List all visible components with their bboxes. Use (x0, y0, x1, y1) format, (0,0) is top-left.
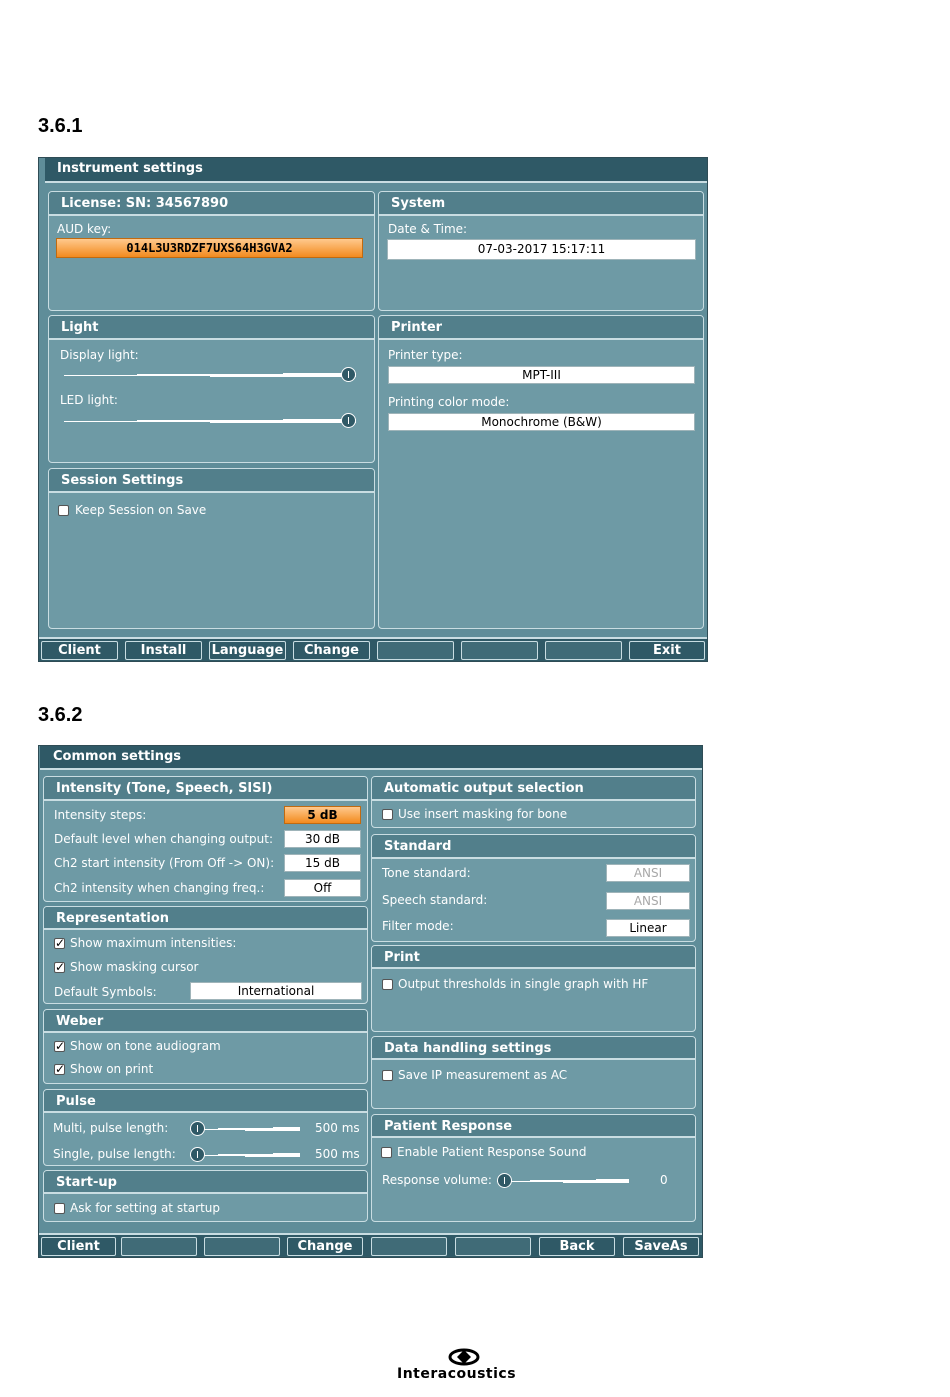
single-pulse-length-label: Single, pulse length: (53, 1147, 176, 1161)
representation-panel (43, 906, 368, 1004)
interacoustics-logo-icon (447, 1348, 481, 1366)
logo-wordmark: Interacoustics (397, 1366, 517, 1382)
weber-heading: Weber (44, 1010, 367, 1033)
printing-color-mode-field[interactable]: Monochrome (B&W) (388, 413, 695, 431)
response-volume-label: Response volume: (382, 1173, 492, 1187)
show-on-print-checkbox[interactable] (54, 1064, 65, 1075)
client-button[interactable]: Client (41, 641, 118, 660)
show-max-intensities-checkbox[interactable] (54, 938, 65, 949)
slider-track-segment (245, 1128, 273, 1131)
empty-button-3[interactable] (204, 1237, 280, 1256)
slider-track-segment (218, 1154, 246, 1156)
print-panel (371, 945, 696, 1032)
slider-track-segment (596, 1179, 629, 1183)
slider-track-segment (245, 1154, 273, 1157)
show-max-intensities-label: Show maximum intensities: (70, 936, 237, 950)
light-heading: Light (49, 316, 374, 340)
display-light-label: Display light: (60, 348, 139, 362)
change-button[interactable]: Change (293, 641, 370, 660)
slider-track-segment (530, 1180, 563, 1182)
representation-heading: Representation (44, 907, 367, 930)
single-pulse-length-slider[interactable] (190, 1153, 300, 1157)
response-volume-slider[interactable] (497, 1179, 629, 1183)
automatic-output-panel (371, 776, 696, 828)
printer-type-label: Printer type: (388, 348, 463, 362)
printer-type-field[interactable]: MPT-III (388, 366, 695, 384)
common-settings-screen (38, 745, 703, 1258)
default-level-field[interactable]: 30 dB (284, 830, 361, 848)
insert-masking-bone-label: Use insert masking for bone (398, 807, 568, 821)
printing-color-mode-label: Printing color mode: (388, 395, 510, 409)
patient-response-heading: Patient Response (372, 1115, 695, 1138)
ch2-start-intensity-label: Ch2 start intensity (From Off -> ON): (54, 856, 275, 870)
save-ip-measurement-checkbox[interactable] (382, 1070, 393, 1081)
session-settings-panel (48, 468, 375, 629)
slider-track-segment (563, 1180, 596, 1183)
filter-mode-field[interactable]: Linear (606, 919, 690, 937)
license-heading: License: SN: 34567890 (49, 192, 374, 216)
multi-pulse-slider-thumb[interactable] (190, 1121, 205, 1136)
default-symbols-field[interactable]: International (190, 982, 362, 1000)
response-volume-slider-thumb[interactable] (497, 1173, 512, 1188)
show-on-tone-audiogram-label: Show on tone audiogram (70, 1039, 221, 1053)
print-heading: Print (372, 946, 695, 969)
enable-response-sound-checkbox[interactable] (381, 1147, 392, 1158)
single-pulse-length-value: 500 ms (315, 1147, 360, 1161)
light-panel (48, 315, 375, 463)
standard-panel (371, 834, 696, 942)
aud-key-label: AUD key: (57, 222, 112, 236)
response-volume-value: 0 (660, 1173, 668, 1187)
default-level-label: Default level when changing output: (54, 832, 274, 846)
window-title: Instrument settings (45, 158, 707, 183)
slider-track-segment (218, 1128, 246, 1130)
automatic-output-heading: Automatic output selection (372, 777, 695, 801)
printer-heading: Printer (379, 316, 703, 340)
empty-button-5[interactable] (371, 1237, 447, 1256)
section-number-3-6-1: 3.6.1 (38, 115, 83, 137)
filter-mode-label: Filter mode: (382, 919, 454, 933)
slider-track-segment (64, 375, 137, 376)
pulse-panel (43, 1089, 368, 1166)
function-bar (39, 637, 707, 661)
slider-track-segment (137, 374, 210, 376)
standard-heading: Standard (372, 835, 695, 859)
speech-standard-label: Speech standard: (382, 893, 488, 907)
multi-pulse-length-label: Multi, pulse length: (53, 1121, 169, 1135)
weber-panel (43, 1009, 368, 1084)
back-button[interactable]: Back (539, 1237, 615, 1256)
show-on-print-label: Show on print (70, 1062, 154, 1076)
empty-button-2[interactable] (121, 1237, 197, 1256)
ask-setting-startup-checkbox[interactable] (54, 1203, 65, 1214)
startup-panel (43, 1170, 368, 1222)
multi-pulse-length-value: 500 ms (315, 1121, 360, 1135)
display-light-slider-thumb[interactable] (341, 367, 356, 382)
ch2-intensity-freq-label: Ch2 intensity when changing freq.: (54, 881, 265, 895)
slider-track-segment (64, 421, 137, 422)
show-masking-cursor-label: Show masking cursor (70, 960, 199, 974)
system-heading: System (379, 192, 703, 216)
session-settings-heading: Session Settings (49, 469, 374, 493)
license-panel (48, 191, 375, 311)
slider-track-segment (137, 420, 210, 422)
window-title: Common settings (40, 746, 702, 770)
led-light-slider[interactable] (64, 419, 356, 423)
slider-track-segment (273, 1153, 301, 1157)
led-light-slider-thumb[interactable] (341, 413, 356, 428)
slider-track-segment (273, 1127, 301, 1131)
show-on-tone-audiogram-checkbox[interactable] (54, 1041, 65, 1052)
show-masking-cursor-checkbox[interactable] (54, 962, 65, 973)
empty-button-6[interactable] (455, 1237, 531, 1256)
printer-panel (378, 315, 704, 629)
tone-standard-label: Tone standard: (382, 866, 471, 880)
change-button[interactable]: Change (287, 1237, 363, 1256)
install-button[interactable]: Install (125, 641, 202, 660)
led-light-label: LED light: (60, 393, 118, 407)
insert-masking-bone-checkbox[interactable] (382, 809, 393, 820)
ch2-intensity-freq-field[interactable]: Off (284, 879, 361, 897)
saveas-button[interactable]: SaveAs (623, 1237, 699, 1256)
intensity-panel (43, 776, 368, 902)
slider-track-segment (210, 374, 283, 377)
startup-heading: Start-up (44, 1171, 367, 1194)
instrument-settings-screen (38, 157, 708, 662)
enable-response-sound-label: Enable Patient Response Sound (397, 1145, 587, 1159)
date-time-label: Date & Time: (388, 222, 468, 236)
intensity-steps-field[interactable]: 5 dB (284, 806, 361, 824)
output-thresholds-checkbox[interactable] (382, 979, 393, 990)
intensity-heading: Intensity (Tone, Speech, SISI) (44, 777, 367, 801)
data-handling-heading: Data handling settings (372, 1037, 695, 1060)
keep-session-label: Keep Session on Save (75, 503, 207, 517)
output-thresholds-label: Output thresholds in single graph with HF (398, 977, 649, 991)
multi-pulse-length-slider[interactable] (190, 1127, 300, 1131)
speech-standard-field[interactable]: ANSI (606, 892, 690, 910)
aud-key-field[interactable]: 014L3U3RDZF7UXS64H3GVA2 (56, 238, 363, 258)
display-light-slider[interactable] (64, 373, 356, 377)
empty-button-5[interactable] (377, 641, 454, 660)
keep-session-checkbox[interactable] (58, 505, 69, 516)
ask-setting-startup-label: Ask for setting at startup (70, 1201, 220, 1215)
client-button[interactable]: Client (41, 1237, 116, 1256)
empty-button-6[interactable] (461, 641, 538, 660)
default-symbols-label: Default Symbols: (54, 985, 157, 999)
single-pulse-slider-thumb[interactable] (190, 1147, 205, 1162)
intensity-steps-label: Intensity steps: (54, 808, 147, 822)
date-time-field[interactable]: 07-03-2017 15:17:11 (387, 239, 696, 260)
slider-track-segment (210, 420, 283, 423)
patient-response-panel (371, 1114, 696, 1222)
data-handling-panel (371, 1036, 696, 1109)
section-number-3-6-2: 3.6.2 (38, 704, 83, 726)
exit-button[interactable]: Exit (629, 641, 705, 660)
language-button[interactable]: Language (209, 641, 286, 660)
ch2-start-intensity-field[interactable]: 15 dB (284, 854, 361, 872)
system-panel (378, 191, 704, 311)
pulse-heading: Pulse (44, 1090, 367, 1113)
interacoustics-logo (395, 1346, 535, 1386)
save-ip-measurement-label: Save IP measurement as AC (398, 1068, 568, 1082)
tone-standard-field[interactable]: ANSI (606, 864, 690, 882)
empty-button-7[interactable] (545, 641, 622, 660)
function-bar (39, 1233, 702, 1257)
